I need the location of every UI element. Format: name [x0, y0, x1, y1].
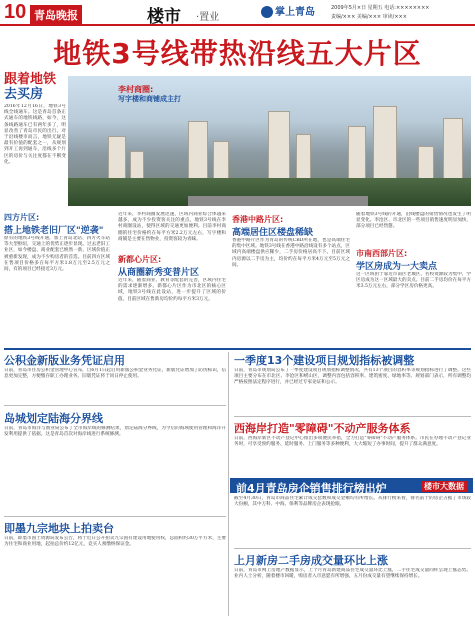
- news1-body: 日前，青岛市住房公积金管理中心宣布，自6月1日起启用新版公积金业务凭证，新版凭证增加了防伪标识，信息更加完整，方便缴存职工办理业务。旧版凭证将于同日停止使用。: [4, 368, 226, 380]
- newspaper-logo: 青岛晚报: [30, 5, 82, 25]
- col2-body: 近年来，李村商圈发展迅速，区域内商业综合体越来越多，成为不少投资客关注的重点。地铁3号线在李村商圈设站，使得区域的交通更加便利。目前李村商圈的住宅价格约在每平方米2.2万元左右，写字楼和商铺是主要在售物业，投资客较为青睐。: [118, 212, 226, 242]
- main-headline: 地铁3号线带热沿线五大片区: [53, 37, 422, 70]
- col2-sub-title: 李村商圈:: [118, 85, 154, 94]
- sub1-body: 原有的地铁3号线开通，加上青岛北站、四方火车站等大型枢纽，交通上的优势正逐步显现。过去老旧工业区，如今楼盘、商业配套已焕然一新，区域价值正被重新发现，成为不少购房者的首选。目前四方区域在售项目价格多在每平方米1.8万元至2.5万元之间，有的项目已经接近3万元。: [4, 236, 110, 273]
- news3-title: 即墨九宗地块上拍卖台: [4, 522, 114, 535]
- col3-sub-title: 香港中路片区:: [232, 215, 284, 224]
- col2-sub2-headline: 从商圈新秀变普片区: [118, 268, 200, 278]
- lead-paragraph: 2016年12月16日，地铁3号线全线通车。这是青岛首条正式通车的地铁线路，如今，这条线路通车已有两年多了，明显改善了青岛市民的出行。对于沿线楼市而言，地铁无疑是最有价值的配套之一，从规划到开工再到通车，沿线多个片区的房价与关注度都在不断变化。: [4, 104, 66, 165]
- news7-title: 上月新房二手房成交量环比上涨: [234, 554, 388, 567]
- col2-sub2-body: 近年来，随着商业、教育等配套的完善，区域内住宅的需求逐渐增多。新都心片区作为市北区的核心区域，地铁3号线在此设站，进一步提升了区域的价值。目前区域在售新房均价约每平方米3万元。: [118, 278, 226, 302]
- sales-ranking-bar: [230, 478, 473, 493]
- col4-sub-headline: 学区房成为一大卖点: [356, 262, 438, 272]
- header-meta-line1: 2009年5月×日 星期五 电话:××××××××: [331, 5, 430, 11]
- col4-body: 随着地铁3号线的开通，沿线楼盘的销售情况也发生了明显变化。李沧区、市北区的一些项目销售速度明显加快，部分项目已经售罄。: [356, 212, 471, 230]
- news6-body: 截至4月30日，青岛市商品住宅累计成交套数和成交金额均有所增长。从排行榜来看，排名前十的房企占据了市场较大份额，其中万科、中海、保利等品牌房企表现抢眼。: [234, 496, 471, 508]
- news7-body: 日前，青岛市网上房地产数据显示，上个月青岛新建商品住宅成交量环比上涨，二手住宅成交量同样呈现上涨态势。业内人士分析，随着楼市回暖，购房者入市意愿有所增强，五月份成交量有望继续保持增长。: [234, 568, 471, 580]
- news3-body: 日前，即墨市国土资源局发布公告，将于近日公开拍卖九宗国有建设用地使用权，总面积约30万平方米，主要为住宅和商业用地，起拍总价约12亿元，竞买人须缴纳保证金。: [4, 536, 226, 548]
- divider: [234, 416, 471, 417]
- section-subtitle: ·置业: [196, 12, 220, 23]
- sales-ranking-title: 前4月青岛房企销售排行榜出炉: [236, 482, 387, 495]
- news4-body: 日前，青岛市规划局公布了一季度建设项目规划指标调整情况，共有13个项目的容积率等规划指标进行了调整。这些项目主要分布在市北区、李沧区和崂山区，调整内容包括容积率、建筑密度、绿地率等。规划部门表示，所有调整均严格按照法定程序进行，并已经过专家论证和公示。: [234, 368, 471, 386]
- brand-circle-icon: [261, 6, 273, 18]
- col3-body: 香港中路片区作为青岛的传统CBD所在地，也是高端住宅的集中区域。地铁3号线在香港中路沿线设有多个站点，区域内高端楼盘供应稀少，二手房价格居高不下。目前区域内房源以二手房为主，均价约在每平方米4万元至5万元之间。: [232, 238, 350, 268]
- divider: [4, 516, 226, 517]
- news2-body: 日前，青岛市海洋与渔业局公布了全市海岸线的修测结果，划定陆海分界线，为今后的海域使用管理和海洋开发利用提供了依据。这是青岛首次对海岸线进行系统修测。: [4, 426, 226, 438]
- data-tag: 楼市大数据: [421, 481, 467, 492]
- ribbon-line2: 去买房: [4, 87, 44, 102]
- divider: [234, 548, 471, 549]
- ribbon-badge: [4, 72, 66, 102]
- news4-title: 一季度13个建设项目规划指标被调整: [234, 354, 415, 367]
- news2-title: 岛城划定陆海分界线: [4, 412, 103, 425]
- ribbon-line1: 跟着地铁: [4, 72, 57, 87]
- page-number: 10: [4, 1, 27, 23]
- sub1-title: 四方片区:: [4, 213, 40, 222]
- col2-sub-headline: 写字楼和商铺成主打: [118, 95, 181, 103]
- section-divider: [4, 348, 471, 350]
- news5-body: 日前，西海岸新区不动产登记中心推出多项便民举措，全力打造"零障碍"不动产服务体系。市民在办理不动产登记业务时，可享受预约服务、延时服务、上门服务等多种便利，大大缩短了办事时间，提升了群众满意度。: [234, 436, 471, 448]
- col4-sub-body: 这一区域由于靠近市南区老城区，名校资源较为集中，学区房成为这一区域最大的卖点。目前二手房均价在每平方米3.5万元左右，部分学区房价格更高。: [356, 272, 471, 290]
- divider: [4, 405, 226, 406]
- col3-sub-headline: 高端居住区楼盘稀缺: [232, 228, 314, 238]
- col2-sub2-title: 新都心片区:: [118, 255, 162, 264]
- news1-title: 公积金新版业务凭证启用: [4, 354, 125, 367]
- brand-tag: 掌上青岛: [261, 3, 315, 18]
- news5-title: 西海岸打造"零障碍"不动产服务体系: [234, 422, 411, 435]
- header-meta-line2: 责编/××× 美编/××× 审读/×××: [331, 14, 407, 20]
- road: [188, 196, 368, 206]
- page-header: [0, 0, 475, 26]
- section-title: 楼市: [147, 7, 181, 27]
- column-divider: [228, 352, 229, 616]
- sub1-headline: 搭上地铁老旧厂区"逆袭": [4, 226, 104, 236]
- col4-sub-title: 市南西部片区:: [356, 249, 408, 258]
